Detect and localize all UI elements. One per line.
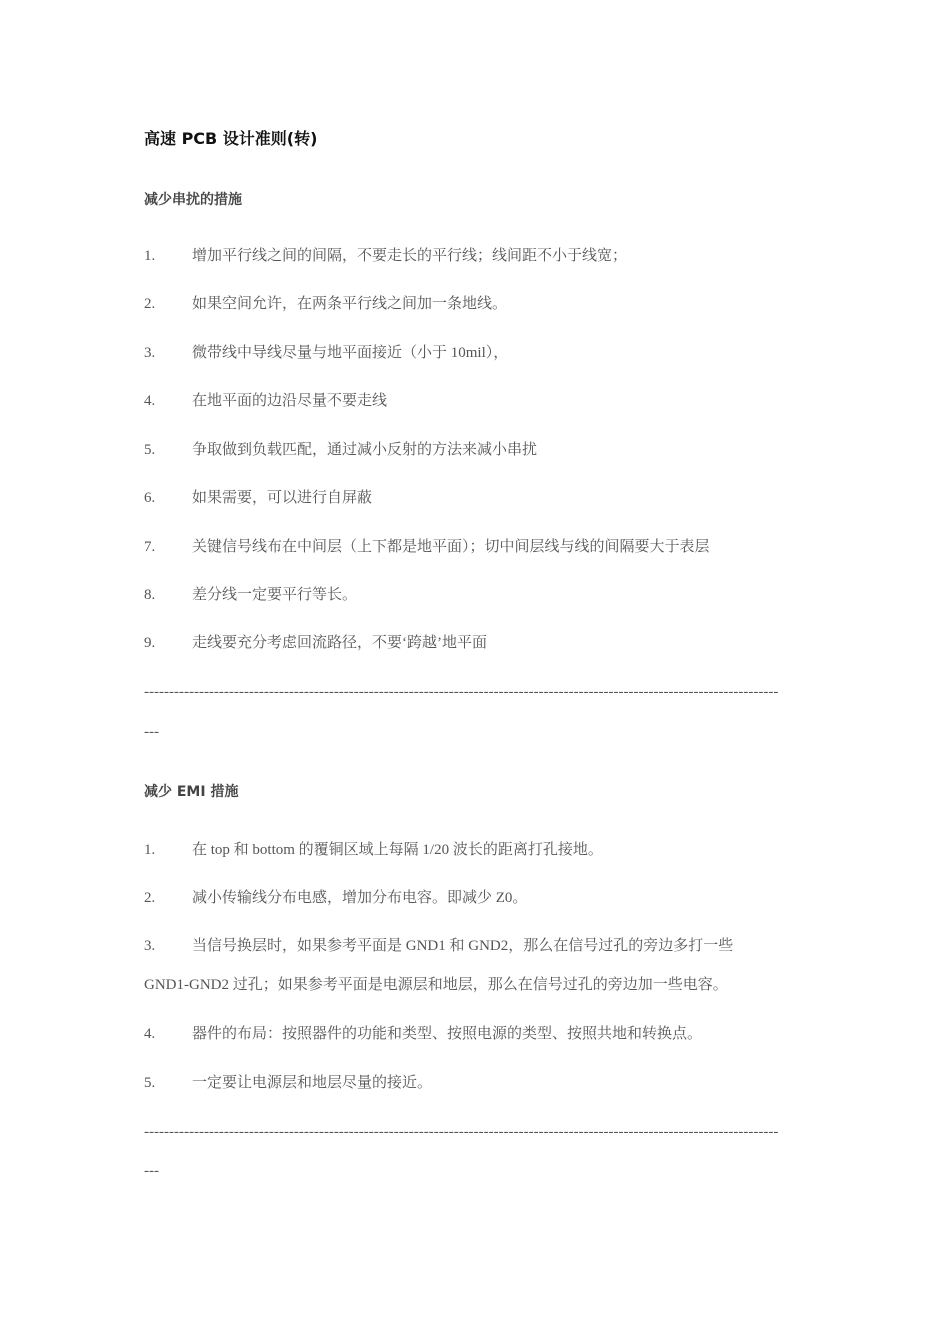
list-item-number: 4. — [144, 1026, 156, 1042]
list-item — [144, 537, 710, 557]
section-heading-emi: 减少 EMI 措施 — [144, 784, 239, 800]
list-item-number: 5. — [144, 442, 156, 458]
list-item-text: 在 top 和 bottom 的覆铜区域上每隔 1/20 波长的距离打孔接地。 — [192, 842, 603, 858]
list-item — [144, 585, 357, 605]
list-item — [144, 440, 537, 460]
list-item-number: 7. — [144, 539, 156, 555]
list-item — [144, 246, 627, 266]
list-item-text: 如果空间允许，在两条平行线之间加一条地线。 — [192, 296, 508, 312]
divider-line: ------------------------------------------------------------------------------------------------------------------------------- — [144, 684, 779, 700]
list-item-text: 走线要充分考虑回流路径，不要‘跨越’地平面 — [192, 635, 487, 651]
list-item-number: 4. — [144, 393, 156, 409]
list-item — [144, 391, 387, 411]
list-item-text: 在地平面的边沿尽量不要走线 — [192, 393, 388, 409]
list-item-number: 2. — [144, 296, 156, 312]
list-item-number: 1. — [144, 248, 156, 264]
list-item-text: 一定要让电源层和地层尽量的接近。 — [192, 1075, 433, 1091]
section-heading-crosstalk: 减少串扰的措施 — [144, 192, 242, 208]
list-item-number: 3. — [144, 345, 156, 361]
list-item — [144, 633, 487, 653]
page-title: 高速 PCB 设计准则(转) — [144, 129, 318, 148]
list-item — [144, 294, 507, 314]
list-item-number: 1. — [144, 842, 156, 858]
list-item-number: 5. — [144, 1075, 156, 1091]
divider-line: ------------------------------------------------------------------------------------------------------------------------------- — [144, 1124, 779, 1140]
list-item-number: 3. — [144, 938, 156, 954]
list-item-text: 微带线中导线尽量与地平面接近（小于 10mil）， — [192, 345, 509, 361]
list-item-text: 器件的布局：按照器件的功能和类型、按照电源的类型、按照共地和转换点。 — [192, 1026, 703, 1042]
list-item — [144, 1024, 702, 1044]
list-item-text: 当信号换层时，如果参考平面是 GND1 和 GND2，那么在信号过孔的旁边多打一些 — [192, 938, 734, 954]
list-item-text: 增加平行线之间的间隔，不要走长的平行线；线间距不小于线宽； — [192, 248, 628, 264]
list-item — [144, 1073, 432, 1093]
list-item-text: 争取做到负载匹配，通过减小反射的方法来减小串扰 — [192, 442, 538, 458]
list-item-number: 9. — [144, 635, 156, 651]
list-item-text: 关键信号线布在中间层（上下都是地平面）；切中间层线与线的间隔要大于表层 — [192, 539, 710, 555]
list-item — [144, 343, 508, 363]
list-item-number: 8. — [144, 587, 156, 603]
list-item-text: 减小传输线分布电感，增加分布电容。即减少 Z0。 — [192, 890, 528, 906]
divider-line-tail: --- — [144, 1163, 159, 1179]
list-item-text: 差分线一定要平行等长。 — [192, 587, 358, 603]
divider-line-tail: --- — [144, 724, 159, 740]
list-item — [144, 888, 527, 908]
list-item-number: 6. — [144, 490, 156, 506]
list-item — [144, 488, 372, 508]
list-item — [144, 840, 603, 860]
list-item-text: 如果需要，可以进行自屏蔽 — [192, 490, 373, 506]
list-item — [144, 936, 733, 956]
list-item-continuation: GND1-GND2 过孔；如果参考平面是电源层和地层，那么在信号过孔的旁边加一些电容。 — [144, 977, 728, 993]
list-item-number: 2. — [144, 890, 156, 906]
